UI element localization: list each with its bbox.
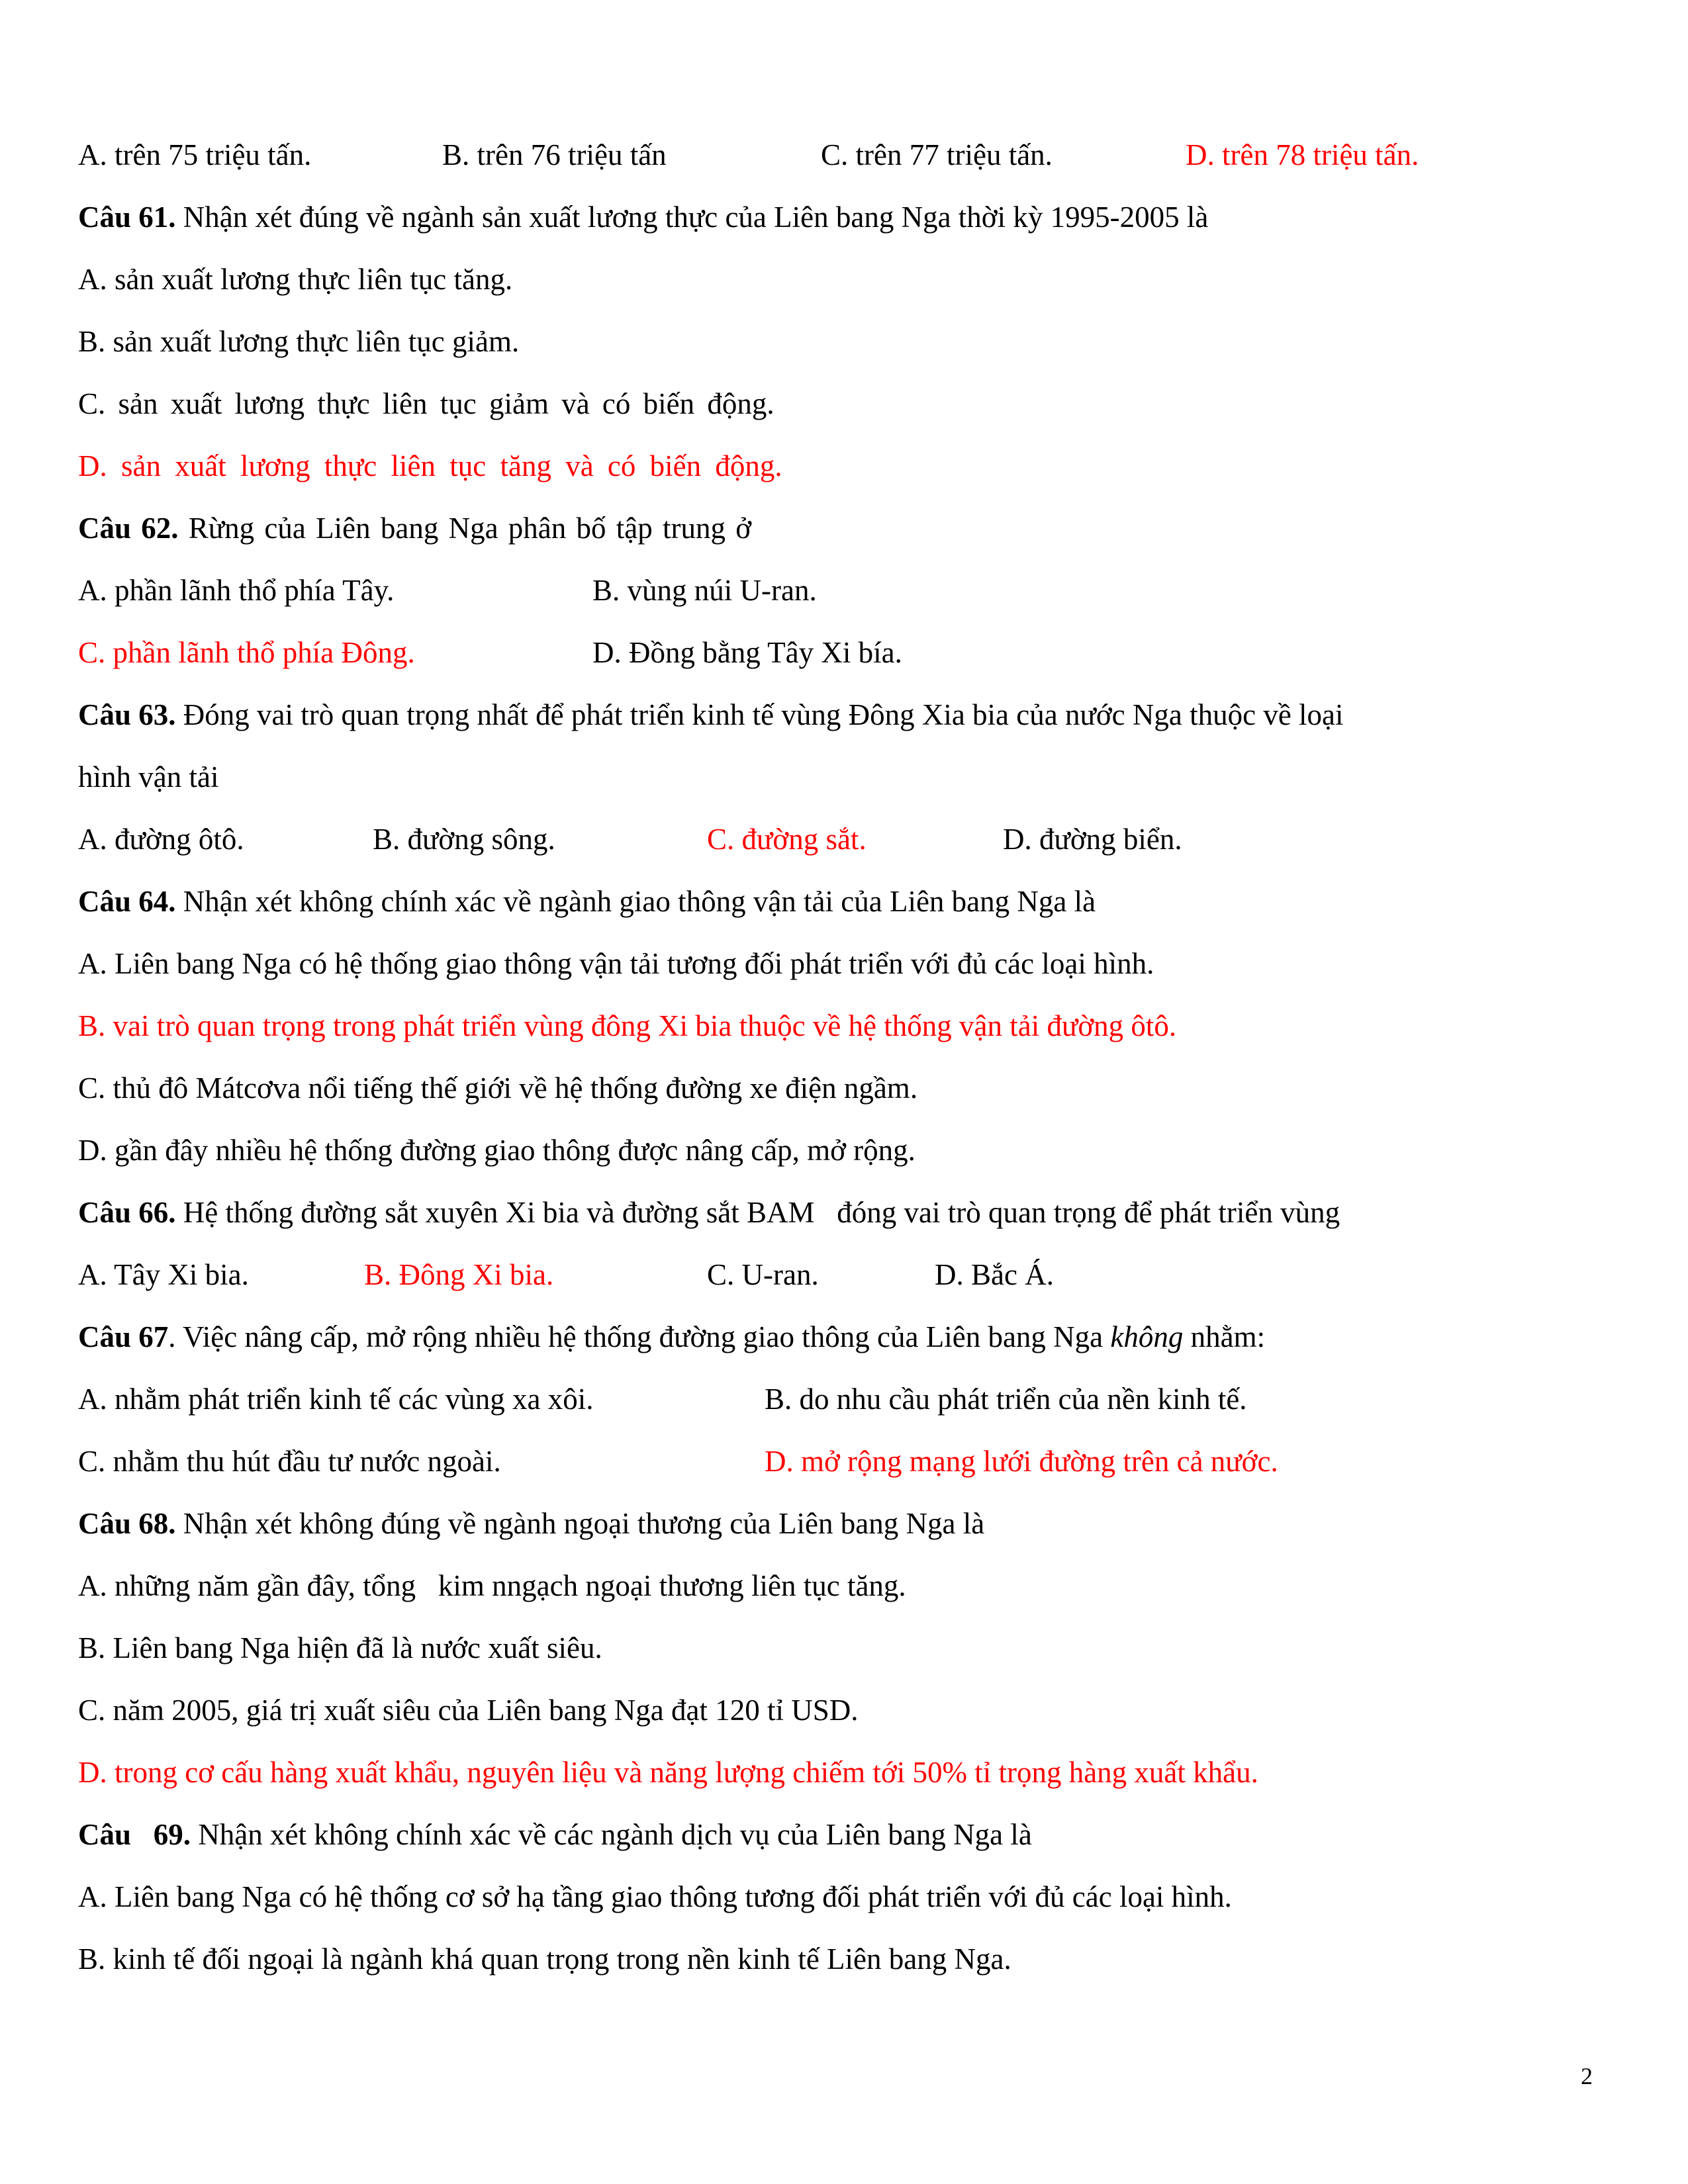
q61-label: Câu 61.	[78, 201, 176, 234]
q66-option-d: D. Bắc Á.	[935, 1258, 1054, 1291]
q63-question	[78, 695, 1344, 735]
q68-option-c: C. năm 2005, giá trị xuất siêu của Liên bang Nga đạt 120 tỉ USD.	[78, 1694, 859, 1727]
q64-text: Nhận xét không chính xác về ngành giao thông vận tải của Liên bang Nga là	[175, 885, 1096, 918]
q63-option-d: D. đường biển.	[1003, 823, 1182, 856]
q62-option-b: B. vùng núi U-ran.	[592, 574, 817, 607]
q64-option-c: C. thủ đô Mátcơva nổi tiếng thế giới về hệ thống đường xe điện ngầm.	[78, 1071, 918, 1105]
q66-question	[78, 1193, 1340, 1232]
q67-text-after: nhằm:	[1183, 1320, 1266, 1353]
q62-option-a: A. phần lãnh thổ phía Tây.	[78, 574, 395, 607]
q64-option-d: D. gần đây nhiều hệ thống đường giao thông được nâng cấp, mở rộng.	[78, 1134, 915, 1167]
q68-label: Câu 68.	[78, 1507, 176, 1540]
q67-text-italic: không	[1110, 1320, 1184, 1353]
q61-option-b: B. sản xuất lương thực liên tục giảm.	[78, 325, 520, 358]
q60-option-b: B. trên 76 triệu tấn	[442, 138, 667, 171]
q66-text: Hệ thống đường sắt xuyên Xi bia và đường sắt BAM đóng vai trò quan trọng để phát triển vùng	[175, 1196, 1340, 1229]
q68-option-d-answer: D. trong cơ cấu hàng xuất khẩu, nguyên liệu và năng lượng chiếm tới 50% tỉ trọng hàng xuất khẩu.	[78, 1756, 1258, 1789]
q67-text-before: . Việc nâng cấp, mở rộng nhiều hệ thống đường giao thông của Liên bang Nga	[168, 1320, 1111, 1353]
q63-label: Câu 63.	[78, 698, 176, 731]
q67-question	[78, 1317, 1265, 1357]
q61-option-d-answer: D. sản xuất lương thực liên tục tăng và có biến động.	[78, 449, 782, 482]
q69-text: Nhận xét không chính xác về các ngành dịch vụ của Liên bang Nga là	[191, 1818, 1032, 1851]
q68-option-a: A. những năm gần đây, tổng kim nngạch ngoại thương liên tục tăng.	[78, 1569, 906, 1602]
page-number: 2	[1581, 2063, 1593, 2089]
q67-option-b: B. do nhu cầu phát triển của nền kinh tế.	[765, 1383, 1247, 1416]
q64-label: Câu 64.	[78, 885, 176, 918]
q63-question-cont: hình vận tải	[78, 760, 219, 794]
q64-question	[78, 882, 1096, 921]
q69-question	[78, 1815, 1032, 1854]
q69-option-a: A. Liên bang Nga có hệ thống cơ sở hạ tầng giao thông tương đối phát triển với đủ các loại hình.	[78, 1880, 1232, 1913]
q69-label: Câu 69.	[78, 1818, 191, 1851]
q68-option-b: B. Liên bang Nga hiện đã là nước xuất siêu.	[78, 1631, 602, 1664]
q62-label: Câu 62.	[78, 512, 179, 545]
q67-option-c: C. nhằm thu hút đầu tư nước ngoài.	[78, 1445, 501, 1478]
q60-option-c: C. trên 77 triệu tấn.	[821, 138, 1053, 171]
q60-option-a: A. trên 75 triệu tấn.	[78, 138, 312, 171]
q68-question	[78, 1504, 984, 1543]
q60-option-d-answer: D. trên 78 triệu tấn.	[1186, 138, 1419, 171]
q68-text: Nhận xét không đúng về ngành ngoại thương của Liên bang Nga là	[175, 1507, 985, 1540]
q62-option-c-answer: C. phần lãnh thổ phía Đông.	[78, 636, 415, 669]
q66-option-c: C. U-ran.	[707, 1258, 819, 1291]
q61-option-c: C. sản xuất lương thực liên tục giảm và có biến động.	[78, 387, 774, 420]
q64-option-b-answer: B. vai trò quan trọng trong phát triển vùng đông Xi bia thuộc về hệ thống vận tải đường ôtô.	[78, 1009, 1177, 1042]
q63-option-b: B. đường sông.	[373, 823, 555, 856]
q63-option-a: A. đường ôtô.	[78, 823, 244, 856]
q64-option-a: A. Liên bang Nga có hệ thống giao thông vận tải tương đối phát triển với đủ các loại hình.	[78, 947, 1154, 980]
q66-option-b-answer: B. Đông Xi bia.	[364, 1258, 554, 1291]
q67-option-d-answer: D. mở rộng mạng lưới đường trên cả nước.	[765, 1445, 1278, 1478]
q62-question	[78, 508, 751, 548]
q61-option-a: A. sản xuất lương thực liên tục tăng.	[78, 263, 513, 296]
q62-option-d: D. Đồng bằng Tây Xi bía.	[592, 636, 902, 669]
q67-option-a: A. nhằm phát triển kinh tế các vùng xa xôi.	[78, 1383, 594, 1416]
q69-option-b: B. kinh tế đối ngoại là ngành khá quan trọng trong nền kinh tế Liên bang Nga.	[78, 1942, 1011, 1976]
q63-option-c-answer: C. đường sắt.	[707, 823, 867, 856]
q61-question	[78, 197, 1208, 237]
q66-option-a: A. Tây Xi bia.	[78, 1258, 249, 1291]
q61-text: Nhận xét đúng về ngành sản xuất lương thực của Liên bang Nga thời kỳ 1995-2005 là	[175, 201, 1209, 234]
q63-text: Đóng vai trò quan trọng nhất để phát triển kinh tế vùng Đông Xia bia của nước Nga thuộc về loại	[175, 698, 1344, 731]
q67-label: Câu 67	[78, 1320, 169, 1353]
q66-label: Câu 66.	[78, 1196, 176, 1229]
q62-text: Rừng của Liên bang Nga phân bố tập trung ở	[178, 512, 752, 545]
